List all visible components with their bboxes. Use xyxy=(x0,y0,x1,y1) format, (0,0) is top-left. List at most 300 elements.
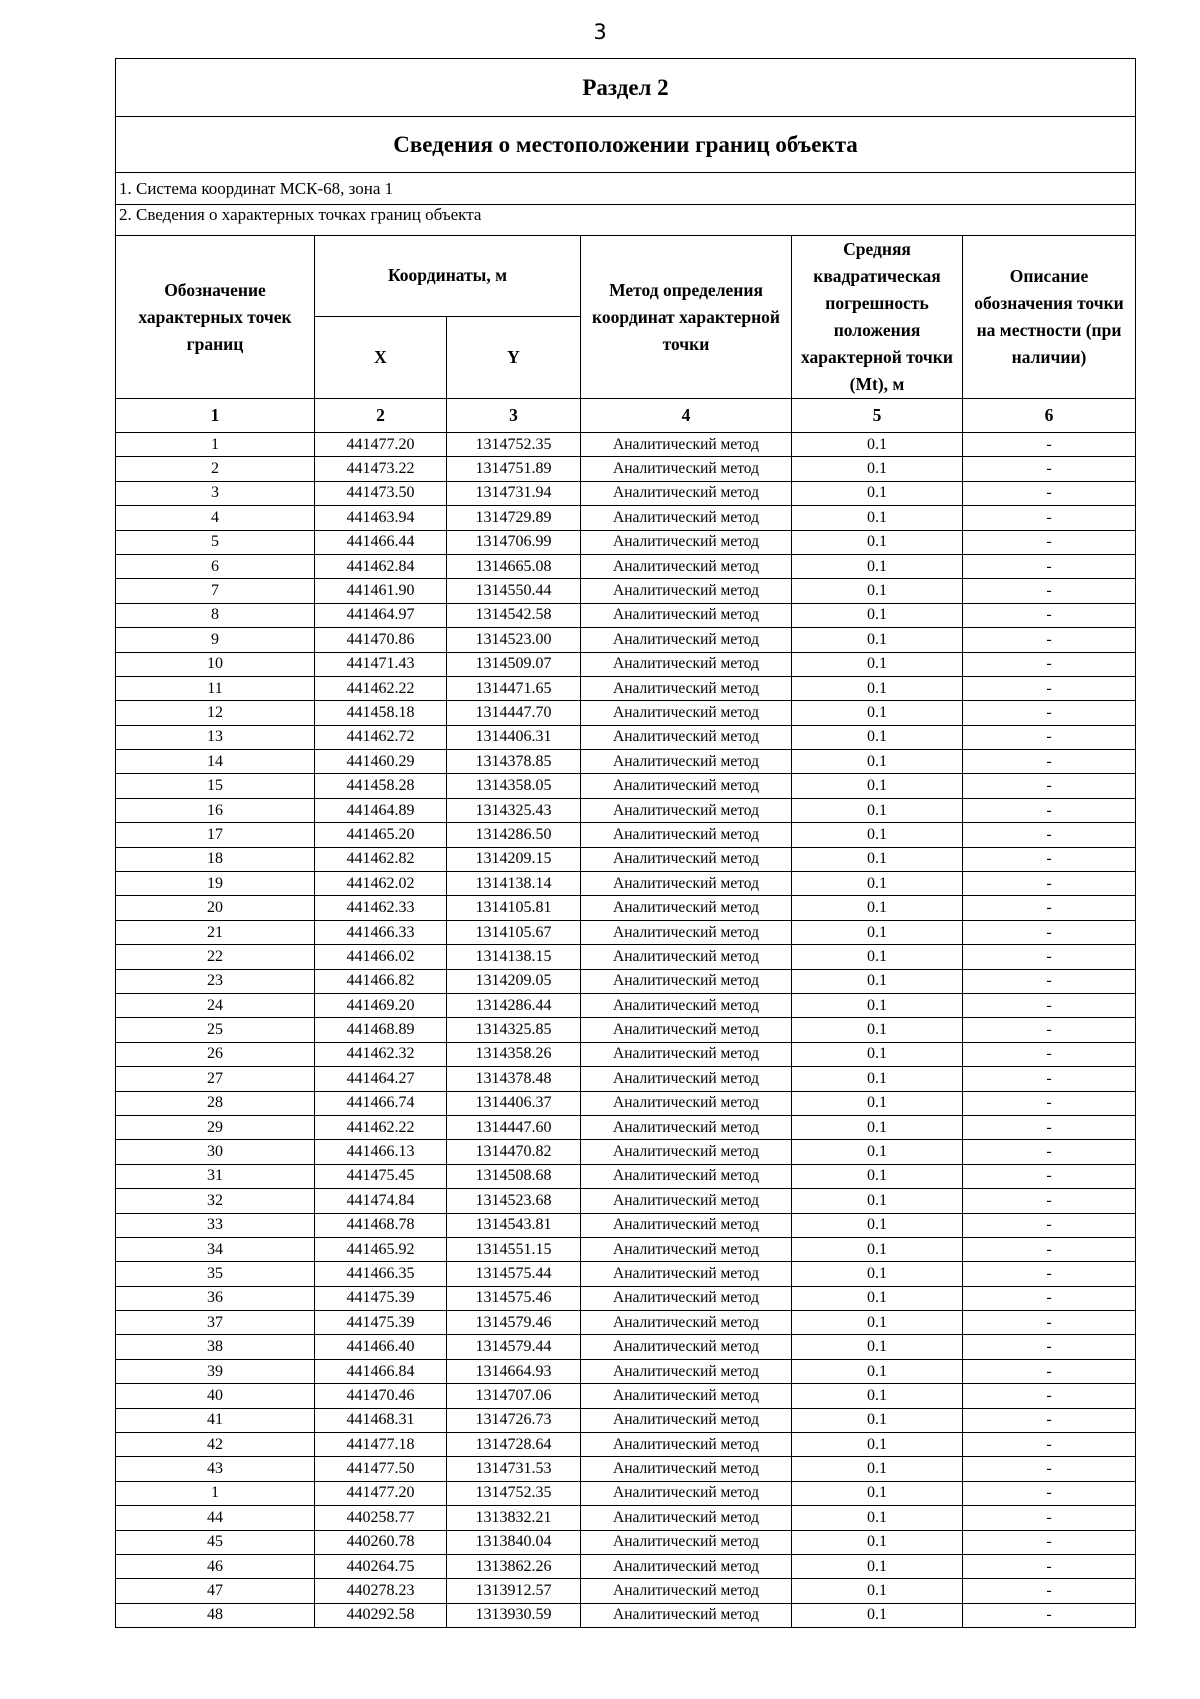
x-coordinate-cell: 441465.20 xyxy=(315,823,447,847)
y-coordinate-cell: 1314731.53 xyxy=(447,1457,581,1481)
table-row xyxy=(116,603,1136,627)
x-coordinate-cell: 441463.94 xyxy=(315,506,447,530)
table-row xyxy=(116,847,1136,871)
mean-error-cell: 0.1 xyxy=(792,1481,963,1505)
method-cell: Аналитический метод xyxy=(581,896,792,920)
y-coordinate-cell: 1314752.35 xyxy=(447,433,581,457)
y-coordinate-cell: 1314726.73 xyxy=(447,1408,581,1432)
method-cell: Аналитический метод xyxy=(581,530,792,554)
description-cell: - xyxy=(963,1164,1136,1188)
point-number-cell: 4 xyxy=(116,506,315,530)
description-cell: - xyxy=(963,481,1136,505)
point-number-cell: 28 xyxy=(116,1091,315,1115)
method-cell: Аналитический метод xyxy=(581,847,792,871)
table-row xyxy=(116,433,1136,457)
coordinate-system: 1. Система координат МСК-68, зона 1 xyxy=(116,173,1136,205)
y-coordinate-cell: 1314325.43 xyxy=(447,798,581,822)
description-cell: - xyxy=(963,1457,1136,1481)
point-number-cell: 42 xyxy=(116,1433,315,1457)
y-coordinate-cell: 1314406.37 xyxy=(447,1091,581,1115)
description-cell: - xyxy=(963,628,1136,652)
mean-error-cell: 0.1 xyxy=(792,603,963,627)
x-coordinate-cell: 440278.23 xyxy=(315,1579,447,1603)
point-number-cell: 8 xyxy=(116,603,315,627)
y-coordinate-cell: 1314729.89 xyxy=(447,506,581,530)
description-cell: - xyxy=(963,1311,1136,1335)
x-coordinate-cell: 441466.13 xyxy=(315,1140,447,1164)
point-number-cell: 47 xyxy=(116,1579,315,1603)
method-cell: Аналитический метод xyxy=(581,969,792,993)
table-row xyxy=(116,1384,1136,1408)
mean-error-cell: 0.1 xyxy=(792,725,963,749)
table-row xyxy=(116,993,1136,1017)
description-cell: - xyxy=(963,945,1136,969)
point-number-cell: 43 xyxy=(116,1457,315,1481)
method-cell: Аналитический метод xyxy=(581,1481,792,1505)
point-number-cell: 45 xyxy=(116,1530,315,1554)
description-cell: - xyxy=(963,1018,1136,1042)
x-coordinate-cell: 441462.84 xyxy=(315,554,447,578)
method-cell: Аналитический метод xyxy=(581,872,792,896)
mean-error-cell: 0.1 xyxy=(792,774,963,798)
mean-error-cell: 0.1 xyxy=(792,798,963,822)
table-row xyxy=(116,750,1136,774)
point-number-cell: 19 xyxy=(116,872,315,896)
table-row xyxy=(116,1481,1136,1505)
mean-error-cell: 0.1 xyxy=(792,1286,963,1310)
point-number-cell: 39 xyxy=(116,1359,315,1383)
description-cell: - xyxy=(963,1481,1136,1505)
boundary-points-table xyxy=(115,58,1136,1628)
mean-error-cell: 0.1 xyxy=(792,1189,963,1213)
y-coordinate-cell: 1314543.81 xyxy=(447,1213,581,1237)
column-number: 4 xyxy=(581,399,792,433)
x-coordinate-cell: 441468.89 xyxy=(315,1018,447,1042)
point-number-cell: 40 xyxy=(116,1384,315,1408)
point-number-cell: 44 xyxy=(116,1506,315,1530)
description-cell: - xyxy=(963,847,1136,871)
x-coordinate-cell: 441466.35 xyxy=(315,1262,447,1286)
method-cell: Аналитический метод xyxy=(581,798,792,822)
column-number: 3 xyxy=(447,399,581,433)
point-number-cell: 25 xyxy=(116,1018,315,1042)
method-cell: Аналитический метод xyxy=(581,1018,792,1042)
x-coordinate-cell: 441470.86 xyxy=(315,628,447,652)
x-coordinate-cell: 441462.32 xyxy=(315,1042,447,1066)
method-cell: Аналитический метод xyxy=(581,823,792,847)
table-row xyxy=(116,774,1136,798)
description-cell: - xyxy=(963,993,1136,1017)
x-coordinate-cell: 441466.33 xyxy=(315,920,447,944)
point-number-cell: 27 xyxy=(116,1067,315,1091)
method-cell: Аналитический метод xyxy=(581,628,792,652)
y-coordinate-cell: 1314731.94 xyxy=(447,481,581,505)
method-cell: Аналитический метод xyxy=(581,433,792,457)
x-coordinate-cell: 441462.22 xyxy=(315,1115,447,1139)
mean-error-cell: 0.1 xyxy=(792,530,963,554)
point-number-cell: 2 xyxy=(116,457,315,481)
description-cell: - xyxy=(963,1433,1136,1457)
mean-error-cell: 0.1 xyxy=(792,1506,963,1530)
x-coordinate-cell: 441466.40 xyxy=(315,1335,447,1359)
x-coordinate-cell: 441460.29 xyxy=(315,750,447,774)
point-number-cell: 32 xyxy=(116,1189,315,1213)
mean-error-cell: 0.1 xyxy=(792,823,963,847)
table-row xyxy=(116,1554,1136,1578)
method-cell: Аналитический метод xyxy=(581,774,792,798)
x-coordinate-cell: 441464.97 xyxy=(315,603,447,627)
description-cell: - xyxy=(963,896,1136,920)
y-coordinate-cell: 1314378.85 xyxy=(447,750,581,774)
description-cell: - xyxy=(963,433,1136,457)
x-coordinate-cell: 441462.82 xyxy=(315,847,447,871)
header-mean-error: Средняя квадратическая погрешность положения характерной точки (Mt), м xyxy=(792,236,963,399)
description-cell: - xyxy=(963,1603,1136,1627)
point-number-cell: 12 xyxy=(116,701,315,725)
x-coordinate-cell: 441466.02 xyxy=(315,945,447,969)
point-number-cell: 18 xyxy=(116,847,315,871)
mean-error-cell: 0.1 xyxy=(792,945,963,969)
x-coordinate-cell: 441462.22 xyxy=(315,676,447,700)
description-cell: - xyxy=(963,920,1136,944)
x-coordinate-cell: 441468.78 xyxy=(315,1213,447,1237)
y-coordinate-cell: 1314286.44 xyxy=(447,993,581,1017)
point-number-cell: 15 xyxy=(116,774,315,798)
x-coordinate-cell: 441477.50 xyxy=(315,1457,447,1481)
point-number-cell: 13 xyxy=(116,725,315,749)
column-number: 5 xyxy=(792,399,963,433)
table-row xyxy=(116,872,1136,896)
x-coordinate-cell: 441458.18 xyxy=(315,701,447,725)
y-coordinate-cell: 1314286.50 xyxy=(447,823,581,847)
table-row xyxy=(116,628,1136,652)
method-cell: Аналитический метод xyxy=(581,750,792,774)
table-row xyxy=(116,1335,1136,1359)
x-coordinate-cell: 441466.82 xyxy=(315,969,447,993)
y-coordinate-cell: 1314470.82 xyxy=(447,1140,581,1164)
method-cell: Аналитический метод xyxy=(581,725,792,749)
table-row xyxy=(116,1237,1136,1261)
description-cell: - xyxy=(963,1189,1136,1213)
x-coordinate-cell: 441475.39 xyxy=(315,1311,447,1335)
point-number-cell: 48 xyxy=(116,1603,315,1627)
description-cell: - xyxy=(963,1262,1136,1286)
mean-error-cell: 0.1 xyxy=(792,969,963,993)
point-number-cell: 5 xyxy=(116,530,315,554)
x-coordinate-cell: 441468.31 xyxy=(315,1408,447,1432)
mean-error-cell: 0.1 xyxy=(792,1115,963,1139)
x-coordinate-cell: 441477.18 xyxy=(315,1433,447,1457)
mean-error-cell: 0.1 xyxy=(792,1262,963,1286)
header-description: Описание обозначения точки на местности (при наличии) xyxy=(963,236,1136,399)
table-row xyxy=(116,1213,1136,1237)
method-cell: Аналитический метод xyxy=(581,1603,792,1627)
method-cell: Аналитический метод xyxy=(581,1311,792,1335)
method-cell: Аналитический метод xyxy=(581,579,792,603)
mean-error-cell: 0.1 xyxy=(792,1408,963,1432)
x-coordinate-cell: 441464.89 xyxy=(315,798,447,822)
mean-error-cell: 0.1 xyxy=(792,1433,963,1457)
point-number-cell: 16 xyxy=(116,798,315,822)
y-coordinate-cell: 1314751.89 xyxy=(447,457,581,481)
table-row xyxy=(116,1359,1136,1383)
y-coordinate-cell: 1314706.99 xyxy=(447,530,581,554)
mean-error-cell: 0.1 xyxy=(792,1091,963,1115)
table-row xyxy=(116,725,1136,749)
description-cell: - xyxy=(963,1408,1136,1432)
method-cell: Аналитический метод xyxy=(581,1042,792,1066)
mean-error-cell: 0.1 xyxy=(792,750,963,774)
description-cell: - xyxy=(963,823,1136,847)
table-row xyxy=(116,1164,1136,1188)
column-number: 2 xyxy=(315,399,447,433)
point-number-cell: 22 xyxy=(116,945,315,969)
mean-error-cell: 0.1 xyxy=(792,847,963,871)
table-row xyxy=(116,823,1136,847)
mean-error-cell: 0.1 xyxy=(792,872,963,896)
method-cell: Аналитический метод xyxy=(581,1286,792,1310)
description-cell: - xyxy=(963,1506,1136,1530)
y-coordinate-cell: 1313840.04 xyxy=(447,1530,581,1554)
y-coordinate-cell: 1314664.93 xyxy=(447,1359,581,1383)
mean-error-cell: 0.1 xyxy=(792,896,963,920)
mean-error-cell: 0.1 xyxy=(792,433,963,457)
x-coordinate-cell: 441475.39 xyxy=(315,1286,447,1310)
table-row xyxy=(116,1506,1136,1530)
description-cell: - xyxy=(963,603,1136,627)
header-method: Метод определения координат характерной точки xyxy=(581,236,792,399)
description-cell: - xyxy=(963,750,1136,774)
mean-error-cell: 0.1 xyxy=(792,701,963,725)
description-cell: - xyxy=(963,701,1136,725)
x-coordinate-cell: 441474.84 xyxy=(315,1189,447,1213)
method-cell: Аналитический метод xyxy=(581,1262,792,1286)
description-cell: - xyxy=(963,1213,1136,1237)
description-cell: - xyxy=(963,774,1136,798)
description-cell: - xyxy=(963,1335,1136,1359)
table-row xyxy=(116,652,1136,676)
table-row xyxy=(116,1042,1136,1066)
table-row xyxy=(116,945,1136,969)
mean-error-cell: 0.1 xyxy=(792,628,963,652)
point-number-cell: 26 xyxy=(116,1042,315,1066)
point-number-cell: 9 xyxy=(116,628,315,652)
y-coordinate-cell: 1314209.05 xyxy=(447,969,581,993)
y-coordinate-cell: 1314105.81 xyxy=(447,896,581,920)
x-coordinate-cell: 441461.90 xyxy=(315,579,447,603)
section-title: Раздел 2 xyxy=(116,59,1136,117)
y-coordinate-cell: 1314358.05 xyxy=(447,774,581,798)
mean-error-cell: 0.1 xyxy=(792,554,963,578)
method-cell: Аналитический метод xyxy=(581,701,792,725)
method-cell: Аналитический метод xyxy=(581,603,792,627)
x-coordinate-cell: 441462.72 xyxy=(315,725,447,749)
mean-error-cell: 0.1 xyxy=(792,1067,963,1091)
header-coordinates: Координаты, м xyxy=(315,236,581,317)
method-cell: Аналитический метод xyxy=(581,676,792,700)
x-coordinate-cell: 441462.02 xyxy=(315,872,447,896)
y-coordinate-cell: 1313912.57 xyxy=(447,1579,581,1603)
point-number-cell: 38 xyxy=(116,1335,315,1359)
column-number-row xyxy=(116,399,1136,433)
y-coordinate-cell: 1314471.65 xyxy=(447,676,581,700)
description-cell: - xyxy=(963,1115,1136,1139)
method-cell: Аналитический метод xyxy=(581,1091,792,1115)
page-number: 3 xyxy=(593,20,607,44)
description-cell: - xyxy=(963,579,1136,603)
x-coordinate-cell: 441458.28 xyxy=(315,774,447,798)
mean-error-cell: 0.1 xyxy=(792,1237,963,1261)
y-coordinate-cell: 1314523.68 xyxy=(447,1189,581,1213)
x-coordinate-cell: 440292.58 xyxy=(315,1603,447,1627)
y-coordinate-cell: 1314728.64 xyxy=(447,1433,581,1457)
y-coordinate-cell: 1314447.70 xyxy=(447,701,581,725)
method-cell: Аналитический метод xyxy=(581,1164,792,1188)
description-cell: - xyxy=(963,969,1136,993)
point-number-cell: 14 xyxy=(116,750,315,774)
point-number-cell: 33 xyxy=(116,1213,315,1237)
point-number-cell: 11 xyxy=(116,676,315,700)
table-row xyxy=(116,1579,1136,1603)
point-number-cell: 10 xyxy=(116,652,315,676)
method-cell: Аналитический метод xyxy=(581,920,792,944)
column-number: 1 xyxy=(116,399,315,433)
method-cell: Аналитический метод xyxy=(581,993,792,1017)
x-coordinate-cell: 441465.92 xyxy=(315,1237,447,1261)
column-number: 6 xyxy=(963,399,1136,433)
table-row xyxy=(116,1262,1136,1286)
point-number-cell: 24 xyxy=(116,993,315,1017)
mean-error-cell: 0.1 xyxy=(792,1457,963,1481)
mean-error-cell: 0.1 xyxy=(792,579,963,603)
table-row xyxy=(116,1457,1136,1481)
x-coordinate-cell: 440260.78 xyxy=(315,1530,447,1554)
y-coordinate-cell: 1314575.46 xyxy=(447,1286,581,1310)
description-cell: - xyxy=(963,1530,1136,1554)
table-row xyxy=(116,1140,1136,1164)
method-cell: Аналитический метод xyxy=(581,1067,792,1091)
description-cell: - xyxy=(963,1554,1136,1578)
x-coordinate-cell: 441471.43 xyxy=(315,652,447,676)
point-number-cell: 17 xyxy=(116,823,315,847)
x-coordinate-cell: 441470.46 xyxy=(315,1384,447,1408)
y-coordinate-cell: 1314551.15 xyxy=(447,1237,581,1261)
description-cell: - xyxy=(963,725,1136,749)
table-row xyxy=(116,1433,1136,1457)
point-number-cell: 31 xyxy=(116,1164,315,1188)
method-cell: Аналитический метод xyxy=(581,1554,792,1578)
table-row xyxy=(116,1311,1136,1335)
y-coordinate-cell: 1313832.21 xyxy=(447,1506,581,1530)
table-row xyxy=(116,457,1136,481)
x-coordinate-cell: 441477.20 xyxy=(315,1481,447,1505)
y-coordinate-cell: 1314752.35 xyxy=(447,1481,581,1505)
method-cell: Аналитический метод xyxy=(581,1457,792,1481)
mean-error-cell: 0.1 xyxy=(792,1140,963,1164)
mean-error-cell: 0.1 xyxy=(792,920,963,944)
table-row xyxy=(116,1115,1136,1139)
table-row xyxy=(116,1091,1136,1115)
y-coordinate-cell: 1313930.59 xyxy=(447,1603,581,1627)
mean-error-cell: 0.1 xyxy=(792,1359,963,1383)
y-coordinate-cell: 1314447.60 xyxy=(447,1115,581,1139)
mean-error-cell: 0.1 xyxy=(792,1018,963,1042)
point-number-cell: 41 xyxy=(116,1408,315,1432)
mean-error-cell: 0.1 xyxy=(792,676,963,700)
description-cell: - xyxy=(963,652,1136,676)
y-coordinate-cell: 1314509.07 xyxy=(447,652,581,676)
y-coordinate-cell: 1314550.44 xyxy=(447,579,581,603)
mean-error-cell: 0.1 xyxy=(792,1603,963,1627)
method-cell: Аналитический метод xyxy=(581,1213,792,1237)
method-cell: Аналитический метод xyxy=(581,1115,792,1139)
description-cell: - xyxy=(963,506,1136,530)
y-coordinate-cell: 1313862.26 xyxy=(447,1554,581,1578)
y-coordinate-cell: 1314579.44 xyxy=(447,1335,581,1359)
mean-error-cell: 0.1 xyxy=(792,506,963,530)
mean-error-cell: 0.1 xyxy=(792,457,963,481)
table-row xyxy=(116,969,1136,993)
method-cell: Аналитический метод xyxy=(581,1530,792,1554)
description-cell: - xyxy=(963,1286,1136,1310)
x-coordinate-cell: 441473.50 xyxy=(315,481,447,505)
table-row xyxy=(116,1408,1136,1432)
table-row xyxy=(116,530,1136,554)
point-number-cell: 37 xyxy=(116,1311,315,1335)
method-cell: Аналитический метод xyxy=(581,1237,792,1261)
point-number-cell: 23 xyxy=(116,969,315,993)
table-row xyxy=(116,1286,1136,1310)
method-cell: Аналитический метод xyxy=(581,1359,792,1383)
method-cell: Аналитический метод xyxy=(581,1408,792,1432)
point-number-cell: 7 xyxy=(116,579,315,603)
x-coordinate-cell: 441477.20 xyxy=(315,433,447,457)
y-coordinate-cell: 1314508.68 xyxy=(447,1164,581,1188)
x-coordinate-cell: 441473.22 xyxy=(315,457,447,481)
method-cell: Аналитический метод xyxy=(581,1335,792,1359)
x-coordinate-cell: 441466.74 xyxy=(315,1091,447,1115)
x-coordinate-cell: 441466.84 xyxy=(315,1359,447,1383)
y-coordinate-cell: 1314378.48 xyxy=(447,1067,581,1091)
table-row xyxy=(116,896,1136,920)
y-coordinate-cell: 1314209.15 xyxy=(447,847,581,871)
mean-error-cell: 0.1 xyxy=(792,993,963,1017)
points-heading: 2. Сведения о характерных точках границ объекта xyxy=(116,205,1136,236)
point-number-cell: 21 xyxy=(116,920,315,944)
table-row xyxy=(116,481,1136,505)
description-cell: - xyxy=(963,676,1136,700)
method-cell: Аналитический метод xyxy=(581,652,792,676)
mean-error-cell: 0.1 xyxy=(792,1311,963,1335)
mean-error-cell: 0.1 xyxy=(792,1384,963,1408)
point-number-cell: 34 xyxy=(116,1237,315,1261)
mean-error-cell: 0.1 xyxy=(792,481,963,505)
point-number-cell: 36 xyxy=(116,1286,315,1310)
table-row xyxy=(116,506,1136,530)
description-cell: - xyxy=(963,457,1136,481)
description-cell: - xyxy=(963,872,1136,896)
description-cell: - xyxy=(963,530,1136,554)
method-cell: Аналитический метод xyxy=(581,554,792,578)
y-coordinate-cell: 1314707.06 xyxy=(447,1384,581,1408)
y-coordinate-cell: 1314579.46 xyxy=(447,1311,581,1335)
x-coordinate-cell: 440258.77 xyxy=(315,1506,447,1530)
x-coordinate-cell: 441469.20 xyxy=(315,993,447,1017)
mean-error-cell: 0.1 xyxy=(792,1164,963,1188)
mean-error-cell: 0.1 xyxy=(792,1335,963,1359)
mean-error-cell: 0.1 xyxy=(792,1530,963,1554)
point-number-cell: 1 xyxy=(116,1481,315,1505)
